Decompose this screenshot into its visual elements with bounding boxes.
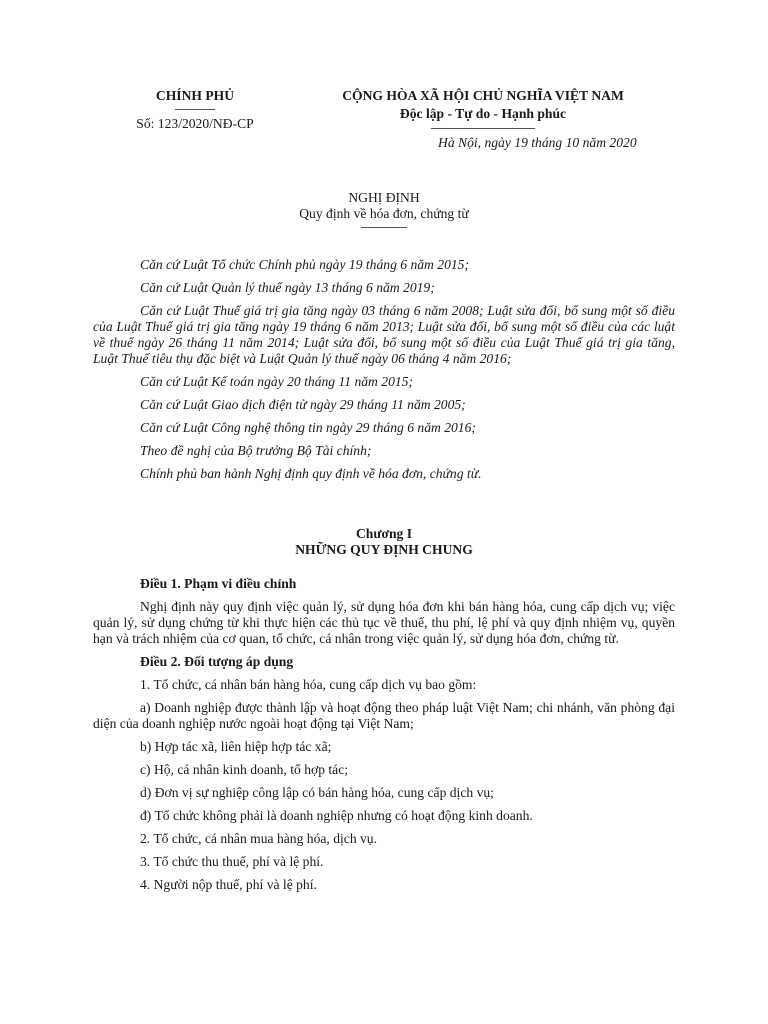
articles <box>93 576 675 900</box>
agency-name: CHÍNH PHỦ <box>155 88 235 103</box>
chapter-title: NHỮNG QUY ĐỊNH CHUNG <box>295 542 473 557</box>
article-paragraph: 1. Tổ chức, cá nhân bán hàng hóa, cung cấp dịch vụ bao gồm: <box>140 677 477 692</box>
header-agency-block <box>120 88 270 132</box>
motto-underline <box>431 128 535 129</box>
article-paragraph: 3. Tổ chức thu thuế, phí và lệ phí. <box>140 854 324 869</box>
place-and-date: Hà Nội, ngày 19 tháng 10 năm 2020 <box>438 135 637 150</box>
document-number: Số: 123/2020/NĐ-CP <box>136 116 254 131</box>
article-paragraph: Nghị định này quy định việc quản lý, sử dụng hóa đơn khi bán hàng hóa, cung cấp dịch vụ; việc quản lý, sử dụng chứng từ khi thực hiện các thủ tục về thuế, thu phí, lệ phí và quy định nhiệm vụ, quyền hạn và trách nhiệm của cơ quan, tổ chức, cá nhân trong việc quản lý, sử dụng hóa đơn, chứng từ. <box>93 599 675 646</box>
preamble-paragraph: Căn cứ Luật Công nghệ thông tin ngày 29 tháng 6 năm 2016; <box>140 420 476 435</box>
article-paragraph: c) Hộ, cá nhân kinh doanh, tổ hợp tác; <box>140 762 349 777</box>
title-underline <box>361 227 407 228</box>
preamble-paragraph: Căn cứ Luật Giao dịch điện tử ngày 29 tháng 11 năm 2005; <box>140 397 466 412</box>
preamble-paragraph: Chính phủ ban hành Nghị định quy định về hóa đơn, chứng từ. <box>140 466 482 481</box>
agency-underline <box>175 109 215 110</box>
article-heading: Điều 1. Phạm vi điều chỉnh <box>140 576 297 591</box>
article-paragraph: 4. Người nộp thuế, phí và lệ phí. <box>140 877 317 892</box>
decree-title-block <box>93 190 675 228</box>
preamble-paragraph: Căn cứ Luật Thuế giá trị gia tăng ngày 03 tháng 6 năm 2008; Luật sửa đổi, bổ sung một số điều của Luật Thuế giá trị gia tăng ngày 19 tháng 6 năm 2013; Luật sửa đổi, bổ sung một số điều của các luật về thuế ngày 26 tháng 11 năm 2014; Luật sửa đổi, bổ sung một số điều của Luật Thuế giá trị gia tăng, Luật Thuế tiêu thụ đặc biệt và Luật Quản lý thuế ngày 06 tháng 4 năm 2016; <box>93 303 675 366</box>
preamble-paragraph: Căn cứ Luật Tổ chức Chính phủ ngày 19 tháng 6 năm 2015; <box>140 257 469 272</box>
preamble <box>93 257 675 489</box>
article-paragraph: đ) Tổ chức không phải là doanh nghiệp nhưng có hoạt động kinh doanh. <box>140 808 533 823</box>
article-paragraph: 2. Tổ chức, cá nhân mua hàng hóa, dịch vụ. <box>140 831 378 846</box>
national-motto: Độc lập - Tự do - Hạnh phúc <box>399 106 567 121</box>
article-paragraph: a) Doanh nghiệp được thành lập và hoạt động theo pháp luật Việt Nam; chi nhánh, văn phòng đại diện của doanh nghiệp nước ngoài hoạt động tại Việt Nam; <box>93 700 675 731</box>
decree-subject: Quy định về hóa đơn, chứng từ <box>299 206 469 221</box>
article-paragraph: b) Hợp tác xã, liên hiệp hợp tác xã; <box>140 739 332 754</box>
preamble-paragraph: Theo đề nghị của Bộ trưởng Bộ Tài chính; <box>140 443 372 458</box>
chapter-number: Chương I <box>355 526 413 541</box>
article-heading: Điều 2. Đối tượng áp dụng <box>140 654 294 669</box>
header-nation-block <box>298 88 668 151</box>
preamble-paragraph: Căn cứ Luật Kế toán ngày 20 tháng 11 năm 2015; <box>140 374 413 389</box>
nation-name: CỘNG HÒA XÃ HỘI CHỦ NGHĨA VIỆT NAM <box>342 88 624 103</box>
article-paragraph: d) Đơn vị sự nghiệp công lập có bán hàng hóa, cung cấp dịch vụ; <box>140 785 494 800</box>
chapter-heading <box>93 526 675 558</box>
preamble-paragraph: Căn cứ Luật Quản lý thuế ngày 13 tháng 6 năm 2019; <box>140 280 435 295</box>
decree-type: NGHỊ ĐỊNH <box>348 190 420 205</box>
